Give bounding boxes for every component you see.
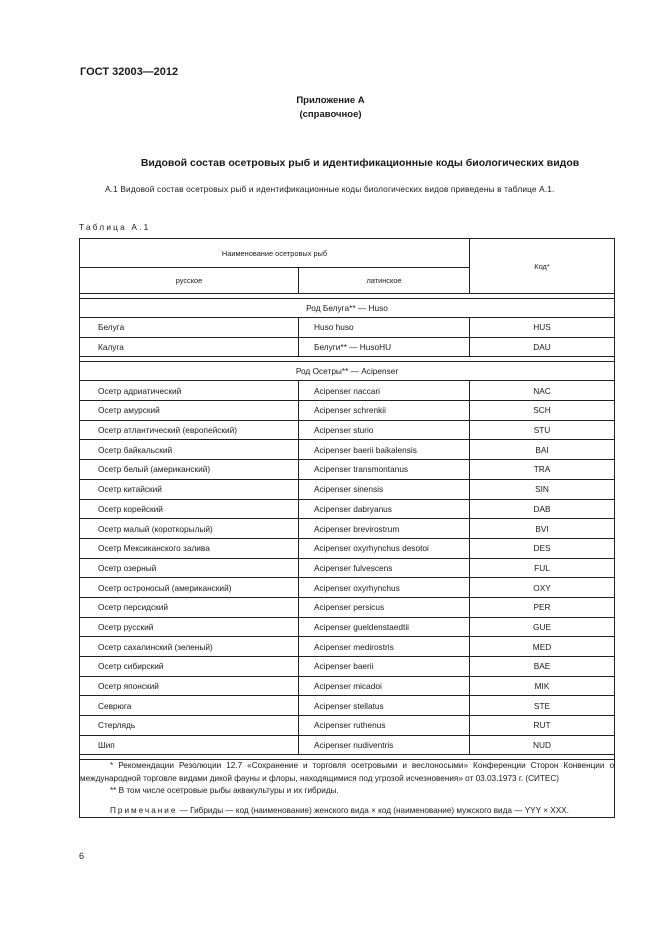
russian-name-cell: Осетр байкальский [80, 440, 299, 460]
table-row [80, 318, 615, 338]
code-cell: FUL [470, 558, 615, 578]
code-cell: NUD [470, 735, 615, 755]
note-label: Примечание [110, 805, 178, 815]
russian-name-cell: Осетр остроносый (американский) [80, 578, 299, 598]
species-table [79, 238, 615, 818]
table-row [80, 696, 615, 716]
russian-name-cell: Осетр японский [80, 676, 299, 696]
code-cell: BAE [470, 657, 615, 677]
header-latin: латинское [299, 268, 470, 294]
latin-name-cell: Acipenser fulvescens [299, 558, 470, 578]
table-row [80, 538, 615, 558]
russian-name-cell: Шип [80, 735, 299, 755]
footnote-1: * Рекомендации Резолюции 12.7 «Сохранение и торговля осетровыми и веслоносыми» Конференции Сторон Конвенции о международной торговле видами дикой фауны и флоры, находящимися под угрозой исчезновения» от 03.03.1973 г. (СИТЕС) [80, 761, 614, 783]
code-cell: SCH [470, 401, 615, 421]
latin-name-cell: Acipenser oxyrhynchus [299, 578, 470, 598]
table-row [80, 499, 615, 519]
code-cell: BVI [470, 519, 615, 539]
table-row [80, 558, 615, 578]
intro-paragraph: А.1 Видовой состав осетровых рыб и идентификационные коды биологических видов приведены в таблице А.1. [105, 184, 555, 194]
russian-name-cell: Осетр озерный [80, 558, 299, 578]
russian-name-cell: Осетр малый (короткорылый) [80, 519, 299, 539]
table-row [80, 637, 615, 657]
russian-name-cell: Осетр русский [80, 617, 299, 637]
code-cell: DAU [470, 337, 615, 357]
code-cell: MED [470, 637, 615, 657]
table-row [80, 401, 615, 421]
table-row [80, 479, 615, 499]
table-row [80, 519, 615, 539]
latin-name-cell: Acipenser sturio [299, 420, 470, 440]
russian-name-cell: Белуга [80, 318, 299, 338]
group-title: Род Осетры** — Acipenser [80, 362, 615, 381]
russian-name-cell: Осетр сахалинский (зеленый) [80, 637, 299, 657]
russian-name-cell: Осетр корейский [80, 499, 299, 519]
header-code: Код* [470, 239, 615, 294]
standard-header: ГОСТ 32003—2012 [80, 66, 179, 78]
russian-name-cell: Осетр Мексиканского залива [80, 538, 299, 558]
footnote-2: ** В том числе осетровые рыбы аквакультуры и их гибриды. [110, 786, 339, 796]
code-cell: RUT [470, 716, 615, 736]
latin-name-cell: Acipenser nudiventris [299, 735, 470, 755]
code-cell: DES [470, 538, 615, 558]
latin-name-cell: Acipenser brevirostrum [299, 519, 470, 539]
code-cell: MIK [470, 676, 615, 696]
table-row [80, 381, 615, 401]
page-number: 6 [79, 851, 85, 861]
russian-name-cell: Калуга [80, 337, 299, 357]
code-cell: SIN [470, 479, 615, 499]
latin-name-cell: Acipenser transmontanus [299, 460, 470, 480]
latin-name-cell: Acipenser micadoi [299, 676, 470, 696]
latin-name-cell: Acipenser naccari [299, 381, 470, 401]
latin-name-cell: Acipenser medirostris [299, 637, 470, 657]
code-cell: TRA [470, 460, 615, 480]
document-title: Видовой состав осетровых рыб и идентификационные коды биологических видов [140, 157, 580, 169]
latin-name-cell: Acipenser gueldenstaedtii [299, 617, 470, 637]
latin-name-cell: Acipenser dabryanus [299, 499, 470, 519]
russian-name-cell: Осетр амурский [80, 401, 299, 421]
header-russian: русское [80, 268, 299, 294]
appendix-subtitle: (справочное) [299, 109, 362, 120]
latin-name-cell: Acipenser baerii baikalensis [299, 440, 470, 460]
code-cell: BAI [470, 440, 615, 460]
code-cell: NAC [470, 381, 615, 401]
russian-name-cell: Осетр атлантический (европейский) [80, 420, 299, 440]
latin-name-cell: Acipenser ruthenus [299, 716, 470, 736]
table-row [80, 617, 615, 637]
note-text: — Гибриды — код (наименование) женского вида × код (наименование) мужского вида — YYY × XXX. [177, 805, 569, 815]
latin-name-cell: Acipenser oxyrhynchus desotoi [299, 538, 470, 558]
table-row [80, 578, 615, 598]
russian-name-cell: Осетр адриатический [80, 381, 299, 401]
table-row [80, 657, 615, 677]
appendix-title: Приложение А [296, 95, 365, 106]
code-cell: HUS [470, 318, 615, 338]
latin-name-cell: Acipenser baerii [299, 657, 470, 677]
table-row [80, 440, 615, 460]
notes-cell [80, 760, 615, 818]
latin-name-cell: Acipenser sinensis [299, 479, 470, 499]
russian-name-cell: Стерлядь [80, 716, 299, 736]
table-row [80, 337, 615, 357]
notes-row [80, 760, 615, 818]
latin-name-cell: Huso huso [299, 318, 470, 338]
table-caption: Таблица А.1 [79, 222, 151, 232]
code-cell: STE [470, 696, 615, 716]
russian-name-cell: Осетр сибирский [80, 657, 299, 677]
group-title: Род Белуга** — Huso [80, 299, 615, 318]
latin-name-cell: Белуги** — HusoHU [299, 337, 470, 357]
table-row [80, 597, 615, 617]
russian-name-cell: Осетр персидский [80, 597, 299, 617]
group-row [80, 299, 615, 318]
table-row [80, 735, 615, 755]
latin-name-cell: Acipenser persicus [299, 597, 470, 617]
code-cell: OXY [470, 578, 615, 598]
table-row [80, 676, 615, 696]
code-cell: STU [470, 420, 615, 440]
table-row [80, 420, 615, 440]
russian-name-cell: Осетр белый (американский) [80, 460, 299, 480]
code-cell: DAB [470, 499, 615, 519]
note-paragraph [80, 805, 614, 818]
table-row [80, 460, 615, 480]
code-cell: GUE [470, 617, 615, 637]
latin-name-cell: Acipenser schrenkii [299, 401, 470, 421]
code-cell: PER [470, 597, 615, 617]
russian-name-cell: Осетр китайский [80, 479, 299, 499]
russian-name-cell: Севрюга [80, 696, 299, 716]
table-row [80, 716, 615, 736]
group-row [80, 362, 615, 381]
latin-name-cell: Acipenser stellatus [299, 696, 470, 716]
header-name: Наименование осетровых рыб [80, 239, 470, 268]
